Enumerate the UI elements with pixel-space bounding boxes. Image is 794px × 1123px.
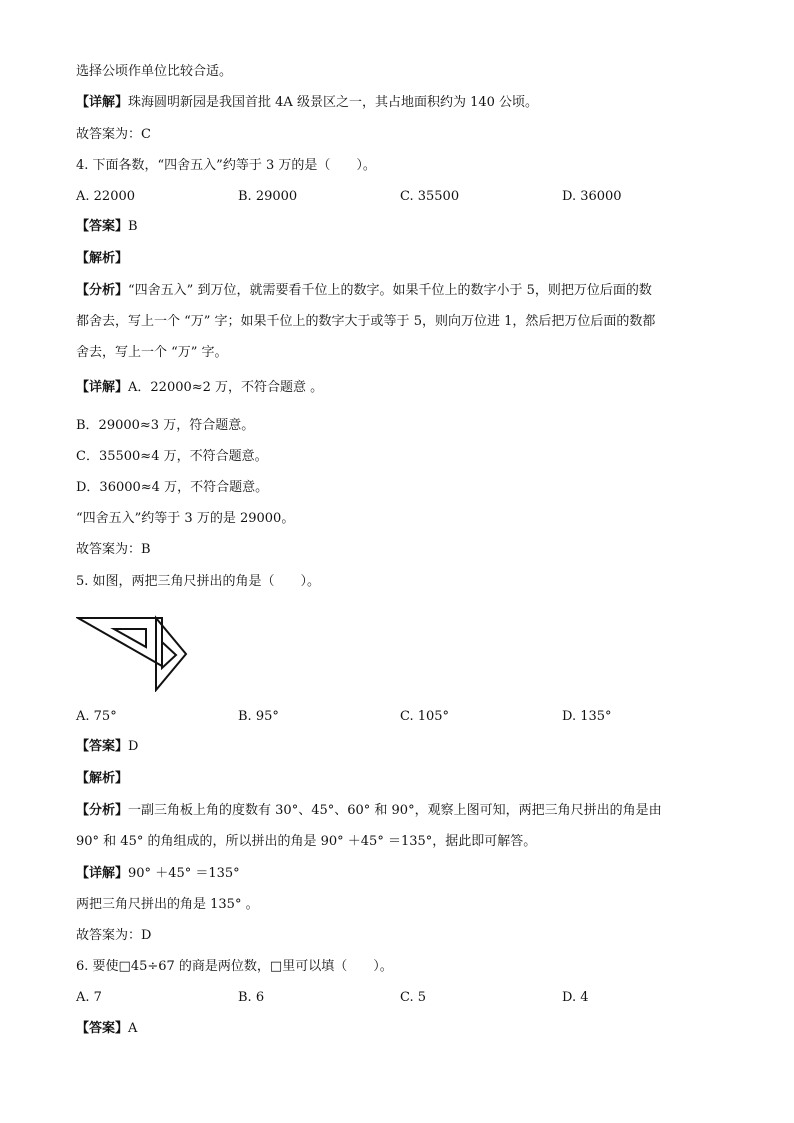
answer-summary: 故答案为：D	[76, 928, 152, 943]
q5-option-a: A. 75°	[76, 709, 117, 724]
analysis-line: 90° 和 45° 的角组成的，所以拼出的角是 90° ＋45° ＝135°，据此即可解答。	[76, 834, 537, 849]
answer-tag: 【答案】	[76, 739, 129, 754]
answer-summary: 故答案为：B	[76, 542, 151, 557]
detail-tag: 【详解】	[76, 95, 129, 110]
answer-6	[76, 1020, 137, 1038]
detail-text: 90° ＋45° ＝135°	[128, 866, 240, 881]
q4-option-d: D. 36000	[562, 189, 622, 204]
q4-option-b: B. 29000	[238, 189, 298, 204]
detail-text: 珠海圆明新园是我国首批 4A 级景区之一，其占地面积约为 140 公顷。	[128, 95, 539, 110]
detail-line: B．29000≈3 万，符合题意。	[76, 418, 255, 433]
set-square-30-60	[78, 618, 162, 666]
text-line: 选择公顷作单位比较合适。	[76, 64, 233, 79]
q4-option-c: C. 35500	[400, 189, 460, 204]
detail-line	[76, 379, 323, 397]
answer-5	[76, 738, 138, 756]
detail-text: A．22000≈2 万，不符合题意 。	[128, 380, 324, 395]
analysis-text: “四舍五入” 到万位，就需要看千位上的数字。如果千位上的数字小于 5，则把万位后面的数	[128, 283, 652, 298]
q5-option-d: D. 135°	[562, 709, 612, 724]
detail-tag: 【详解】	[76, 866, 129, 881]
question-6: 6. 要使□45÷67 的商是两位数，□里可以填（ ）。	[76, 959, 393, 974]
set-square-45	[156, 618, 186, 690]
q5-option-b: B. 95°	[238, 709, 279, 724]
set-square-inner-hole	[114, 629, 146, 647]
question-5: 5. 如图，两把三角尺拼出的角是（ ）。	[76, 574, 321, 589]
detail-line	[76, 94, 538, 112]
answer-tag: 【答案】	[76, 219, 129, 234]
detail-line	[76, 865, 240, 883]
detail-line: C．35500≈4 万，不符合题意。	[76, 449, 268, 464]
analysis-line: 都舍去，写上一个 “万” 字；如果千位上的数字大于或等于 5，则向万位进 1，然后把万位后面的数都	[76, 314, 656, 329]
set-square-inner-hole	[162, 642, 176, 668]
question-4: 4. 下面各数，“四舍五入”约等于 3 万的是（ ）。	[76, 158, 376, 173]
answer-value: A	[128, 1021, 138, 1036]
analysis-tag: 【分析】	[76, 283, 129, 298]
answer-value: D	[128, 739, 139, 754]
answer-4	[76, 218, 138, 236]
analysis-line: 舍去，写上一个 “万” 字。	[76, 345, 228, 360]
detail-line: D．36000≈4 万，不符合题意。	[76, 480, 269, 495]
analysis-tag: 【分析】	[76, 803, 129, 818]
answer-tag: 【答案】	[76, 1021, 129, 1036]
q4-option-a: A. 22000	[76, 189, 136, 204]
q6-option-d: D. 4	[562, 990, 589, 1005]
q6-option-c: C. 5	[400, 990, 427, 1005]
detail-tag: 【详解】	[76, 380, 129, 395]
answer-summary: 故答案为：C	[76, 127, 151, 142]
q5-option-c: C. 105°	[400, 709, 450, 724]
analysis-heading: 【解析】	[76, 771, 129, 786]
q6-option-a: A. 7	[76, 990, 102, 1005]
triangle-rulers-figure	[76, 606, 192, 692]
analysis-line	[76, 282, 652, 300]
detail-line: 两把三角尺拼出的角是 135° 。	[76, 897, 259, 912]
analysis-text: 一副三角板上角的度数有 30°、45°、60° 和 90°，观察上图可知，两把三角尺拼出的角是由	[128, 803, 662, 818]
analysis-heading: 【解析】	[76, 251, 129, 266]
q6-option-b: B. 6	[238, 990, 265, 1005]
answer-value: B	[128, 219, 138, 234]
analysis-line	[76, 802, 662, 820]
detail-line: “四舍五入”约等于 3 万的是 29000。	[76, 511, 295, 526]
